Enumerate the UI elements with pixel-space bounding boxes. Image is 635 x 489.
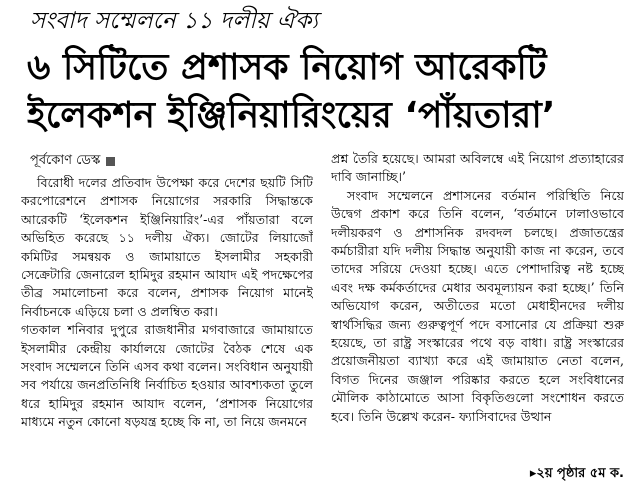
paragraph: বিরোধী দলের প্রতিবাদ উপেক্ষা করে দেশের ছয়টি সিটি করপোরেশনে প্রশাসক নিয়োগের সরকারি সিদ্ধান্তকে আরেকটি ‘ইলেকশন ইঞ্জিনিয়ারিং’-এর পাঁয়তারা বলে অভিহিত করেছে ১১ দলীয় ঐক্য। জোটের লিয়াজোঁ কমিটির সমন্বয়ক ও জামায়াতে ইসলামীর সহকারী সেক্রেটারি জেনারেল হামিদুর রহমান আযাদ এই পদক্ষেপের তীব্র সমালোচনা করে বলেন, প্রশাসক নিয়োগ মানেই নির্বাচনকে এড়িয়ে চলা ও প্রলম্বিত করা।	[21, 175, 313, 319]
square-icon	[106, 157, 115, 166]
byline-text: পূর্বকোণ ডেস্ক	[30, 153, 101, 168]
headline	[27, 44, 617, 140]
headline-line-1: ৬ সিটিতে প্রশাসক নিয়োগ আরেকটি	[27, 47, 547, 88]
kicker: সংবাদ সম্মেলনে ১১ দলীয় ঐক্য	[30, 8, 318, 34]
headline-line-2: ইলেকশন ইঞ্জিনিয়ারিংয়ের ‘পাঁয়তারা’	[27, 95, 556, 136]
right-column	[331, 150, 624, 460]
paragraph: গতকাল শনিবার দুপুরে রাজধানীর মগবাজারে জামায়াতে ইসলামীর কেন্দ্রীয় কার্যালয়ে জোটের বৈঠক শেষে এক সংবাদ সম্মেলনে তিনি এসব কথা বলেন। সংবিধান অনুযায়ী সব পর্যায়ে জনপ্রতিনিধি নির্বাচিত হওয়ার আবশ্যকতা তুলে ধরে হামিদুর রহমান আযাদ বলেন, ‘প্রশাসক নিয়োগের মাধ্যমে নতুন কোনো ষড়যন্ত্র হচ্ছে কি না, তা নিয়ে জনমনে	[21, 322, 313, 430]
paragraph: সংবাদ সম্মেলনে প্রশাসনের বর্তমান পরিস্থিতি নিয়ে উদ্বেগ প্রকাশ করে তিনি বলেন, ‘বর্তমানে ঢালাওভাবে দলীয়করণ ও প্রশাসনিক রদবদল চলছে। প্রজাতন্ত্রের কর্মচারীরা যদি দলীয় সিদ্ধান্ত অনুযায়ী কাজ না করেন, তবে তাদের সরিয়ে দেওয়া হচ্ছে। এতে পেশাদারিত্ব নষ্ট হচ্ছে এবং দক্ষ কর্মকর্তাদের মেধার অবমূল্যায়ন করা হচ্ছে।’ তিনি অভিযোগ করেন, অতীতের মতো মেধাহীনদের দলীয় স্বার্থসিদ্ধির জন্য গুরুত্বপূর্ণ পদে বসানোর যে প্রক্রিয়া শুরু হয়েছে, তা রাষ্ট্র সংস্কারের পথে বড় বাধা। রাষ্ট্র সংস্কারের প্রয়োজনীয়তা ব্যাখ্যা করে এই জামায়াত নেতা বলেন, বিগত দিনের জঞ্জাল পরিষ্কার করতে হলে সংবিধানের মৌলিক কাঠামোতে আসা বিকৃতিগুলো সংশোধন করতে হবে। তিনি উল্লেখ করেন- ফ্যাসিবাদের উত্থান	[331, 187, 624, 424]
paragraph: প্রশ্ন তৈরি হয়েছে। আমরা অবিলম্বে এই নিয়োগ প্রত্যাহারের দাবি জানাচ্ছি।’	[331, 151, 624, 185]
byline	[30, 151, 320, 171]
left-column	[21, 174, 313, 479]
continued-on-page: ▸২য় পৃষ্ঠার ৫ম ক.	[529, 466, 624, 481]
